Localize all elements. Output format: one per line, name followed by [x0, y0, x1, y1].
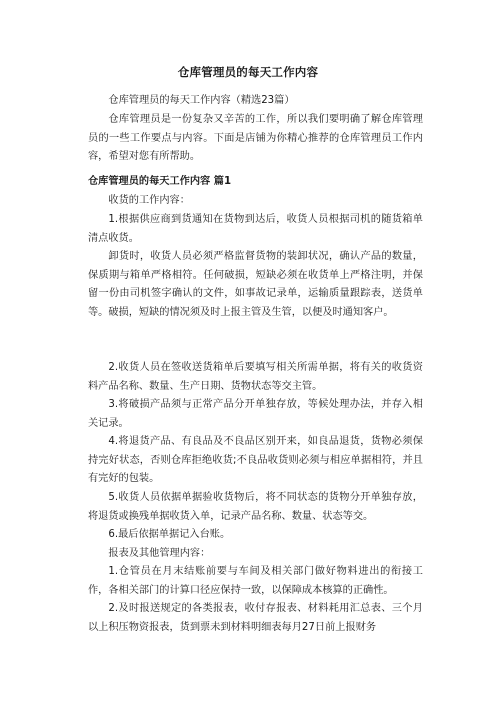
paragraph: 仓库管理员的每天工作内容（精选23篇）	[108, 95, 295, 106]
paragraph: 收货的工作内容：	[108, 195, 190, 206]
paragraph: 2.收货人员在签收送货箱单后要填写相关所需单据，将有关的收货资料产品名称、数量、生产日期、货物状态等交主管。	[88, 362, 423, 392]
paragraph: 5.收货人员依据单据验收货物后，将不同状态的货物分开单独存放，将退货或换残单据收货入单，记录产品名称、数量、状态等交。	[88, 492, 423, 522]
paragraph: 1.仓管员在月末结账前要与车间及相关部门做好物料进出的衔接工作，各相关部门的计算口径应保持一致，以保障成本核算的正确性。	[88, 566, 423, 596]
paragraph: 仓库管理员是一份复杂又辛苦的工作，所以我们要明确了解仓库管理员的一些工作要点与内容。下面是店铺为你精心推荐的仓库管理员工作内容，希望对您有所帮助。	[88, 114, 423, 163]
paragraph: 1.根据供应商到货通知在货物到达后，收货人员根据司机的随货箱单清点收货。	[88, 214, 423, 244]
paragraph: 6.最后依据单据记入台账。	[108, 529, 231, 540]
section-heading: 仓库管理员的每天工作内容 篇1	[88, 176, 232, 187]
document-title: 仓库管理员的每天工作内容	[177, 65, 319, 79]
paragraph: 4.将退货产品、有良品及不良品区别开来，如良品退货，货物必须保持完好状态，否则仓库拒绝收货;不良品收货则必须与相应单据相符，并且有完好的包装。	[88, 436, 423, 485]
paragraph: 卸货时，收货人员必须严格监督货物的装卸状况，确认产品的数量，保质期与箱单严格相符。任何破损，短缺必须在收货单上严格注明，并保留一份由司机签字确认的文件，如事故记录单，运输质量跟踪表，送货单等。破损，短缺的情况须及时上报主管及生管，以便及时通知客户。	[88, 251, 423, 318]
paragraph: 2.及时报送规定的各类报表，收付存报表、材料耗用汇总表、三个月以上积压物资报表，货到票未到材料明细表每月27日前上报财务	[88, 603, 423, 633]
paragraph: 3.将破损产品须与正常产品分开单独存放，等候处理办法，并存入相关记录。	[88, 399, 423, 429]
paragraph: 报表及其他管理内容：	[108, 548, 211, 559]
